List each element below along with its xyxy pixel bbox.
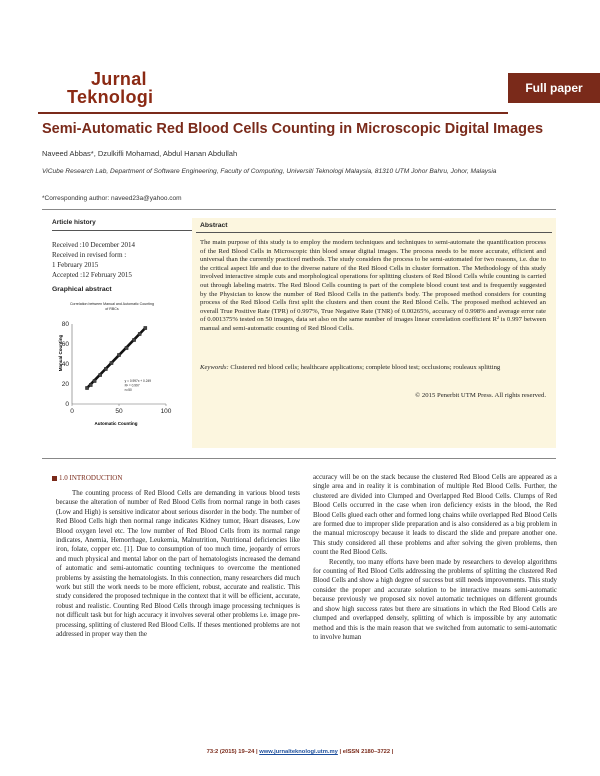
section-marker-icon xyxy=(52,476,57,481)
abstract-heading: Abstract xyxy=(200,222,228,229)
chart-title-line-1: Correlation between Manual and Automatic Counting xyxy=(69,302,155,306)
history-line: Accepted :12 February 2015 xyxy=(52,271,132,279)
correlation-chart xyxy=(54,298,192,428)
copyright: © 2015 Penerbit UTM Press. All rights reserved. xyxy=(415,392,546,399)
keywords xyxy=(200,364,546,373)
paragraph: The counting process of Red Blood Cells are demanding in various blood tests because the alteration of number of Red Blood Cells from normal range in both cases (Low and High) is sensitive indicator about serious disorder in the body. The number of Red Blood Cells high then normal range indicates Kidney tumor, Heart diseases, Low Blood oxygen level etc. The low number of Red Blood Cells from its normal range indicates, Anemia, Hemorrhage, Leukemia, Malnutrition, Nutritional deficiencies like iron, folate, copper etc. [1]. Due to consumption of too much time, jeopardy of errors and much physical and mental labor on the part of hematologists increased the demand of automatic and semi-automatic counting techniques to overcome the mentioned problems by assisting the hematologists. In this connection, many researchers did much work but still the work needs to be more efficient, robust, accurate and realistic. This study considered the proposed technique in the context that it will be efficient, accurate, robust and realistic. Counting Red Blood Cells through image processing techniques is not difficult task but for high accuracy it involves several other problems i.e. image pre-processing, splitting of clustered Red Blood Cells. If theses mentioned problems are not addressed in proper way then the xyxy=(56,490,300,639)
chart-annotation: n=50 xyxy=(124,388,132,392)
chart-annotation: y = 0.997x + 0.249 xyxy=(124,379,152,383)
chart-point xyxy=(117,353,120,356)
full-paper-badge: Full paper xyxy=(508,73,600,103)
chart-point xyxy=(85,386,88,389)
section-heading-text: 1.0 INTRODUCTION xyxy=(59,474,123,482)
divider xyxy=(196,232,552,233)
keywords-label: Keywords: xyxy=(200,364,229,371)
graphical-abstract-heading: Graphical abstract xyxy=(52,286,112,293)
top-margin xyxy=(0,0,600,30)
paragraph: Recently, too many efforts have been made by researchers to develop algorithms for counting of Red Blood Cells addressing the problems of splitting the clustered Red Blood Cells and show a high degree of success but still needs improvements. This study consider the proper and accurate solution to be interactive means semi-automatic because previously we proposed six novel automatic techniques on different grounds and show high success rates but there are situations in which the Red Blood Cells are clumped and overlapped densely, splitting of which is impossible by any automatic method and this is the main reason that we switched from automatic to semi-automatic to involve human xyxy=(313,558,557,641)
journal-logo xyxy=(67,69,161,107)
header-rule xyxy=(38,112,508,114)
chart-point xyxy=(89,383,92,386)
intro-column-1 xyxy=(56,489,300,640)
chart-xlabel: Automatic Counting xyxy=(94,421,138,426)
logo-line-2: Teknologi xyxy=(67,87,154,107)
chart-point xyxy=(138,332,141,335)
chart-point xyxy=(125,346,128,349)
corresponding-author: *Corresponding author: naveed23a@yahoo.com xyxy=(42,195,182,202)
chart-point xyxy=(104,367,107,370)
history-line: Received :10 December 2014 xyxy=(52,241,135,249)
authors: Naveed Abbas*, Dzulkifli Mohamad, Abdul Hanan Abdullah xyxy=(42,149,238,158)
section-heading xyxy=(52,474,122,482)
journal-link[interactable]: www.jurnalteknologi.utm.my xyxy=(259,749,338,755)
page-footer xyxy=(0,749,600,755)
logo-line-1: Jurnal xyxy=(91,69,147,89)
intro-column-2 xyxy=(313,473,557,642)
chart-ytick-label: 20 xyxy=(61,381,69,388)
chart-point xyxy=(110,361,113,364)
chart-point xyxy=(99,373,102,376)
article-history xyxy=(52,218,192,280)
divider xyxy=(42,209,556,210)
history-line: 1 February 2015 xyxy=(52,261,99,269)
history-line: Received in revised form : xyxy=(52,251,127,259)
chart-ytick-label: 0 xyxy=(65,401,69,408)
article-history-heading: Article history xyxy=(52,219,96,226)
chart-ytick-label: 40 xyxy=(61,361,69,368)
keywords-text: Clustered red blood cells; healthcare applications; complete blood test; occlusions; rouleaux splitting xyxy=(230,364,501,371)
chart-ytick-label: 60 xyxy=(61,341,69,348)
footer-prefix: 73:2 (2015) 19–24 | xyxy=(206,749,260,755)
paragraph: accuracy will be on the stack because the clustered Red Blood Cells are appeared as a single area and in reality it is combination of multiple Red Blood Cells. Further, the clustered are divided into Clumped and Overlapped Red Blood Cells. Clumps of Red Blood Cells occurred in the case when iron deficiency exists in the blood, the Red Blood Cells glued each other and formed long chains while overlapped Red Blood Cells are formed due to improper slide preparation and is also considered as a big problem in the manual microscopy because it leads to discard the slide and prepare another one. This study considered all these problems and after solving the given problems, then count the Red Blood Cells. xyxy=(313,474,557,557)
divider xyxy=(42,458,556,459)
chart-ylabel: Manual Counting xyxy=(58,334,63,372)
paper-title: Semi-Automatic Red Blood Cells Counting in Microscopic Digital Images xyxy=(42,121,544,137)
chart-point xyxy=(93,379,96,382)
chart-annotation: R² = 0.997 xyxy=(124,383,140,388)
chart-point xyxy=(132,338,135,341)
chart-title-line-2: of RBCs xyxy=(105,307,119,311)
affiliation: ViCube Research Lab, Department of Software Engineering, Faculty of Computing, Universiti Teknologi Malaysia, 81310 UTM Johor Bahru, Johor, Malaysia xyxy=(42,168,497,175)
chart-ytick-label: 80 xyxy=(61,321,69,328)
chart-xtick-label: 0 xyxy=(70,408,74,415)
chart-xtick-label: 50 xyxy=(115,408,123,415)
chart-xtick-label: 100 xyxy=(160,408,172,415)
abstract-text: The main purpose of this study is to employ the modern techniques and techniques to semi-automate the quantification process of the Red Blood Cells in Microscopic thin blood smear digital images. The process needs to be more accurate, efficient and universal than the currently practiced methods. The study considers the process to be semi-automated for two reasons, i.e. due to the critical aspect life and due to the diverse nature of the Red Blood Cells in cluster formation. The Methodology of this study involved interactive simple cuts and morphological operations for splitting clusters of Red Blood Cells while counting is carried out through labeling matrix. The Red Blood Cells counting is part of the complete blood count test and is frequently suggested by the Physician to know the number of Red Blood Cells in the patient's body. The proposed method considers for counting process of the Red Blood Cells first split the clusters and then count the Red Blood Cells. The proposed method achieved an overall True Positive Rate (TPR) of 0.997%, True Negative Rate (TNR) of 0.00265%, accuracy of 0.998% and average error rate of 0.001375% tested on 50 images, data set also on the same number of images linear correlation coefficient R² is 0.997 between manual and semi-automatic counting of Red Blood Cells. xyxy=(200,239,546,332)
footer-suffix: | eISSN 2180–3722 | xyxy=(337,749,394,755)
divider xyxy=(52,230,192,231)
chart-point xyxy=(144,326,147,329)
